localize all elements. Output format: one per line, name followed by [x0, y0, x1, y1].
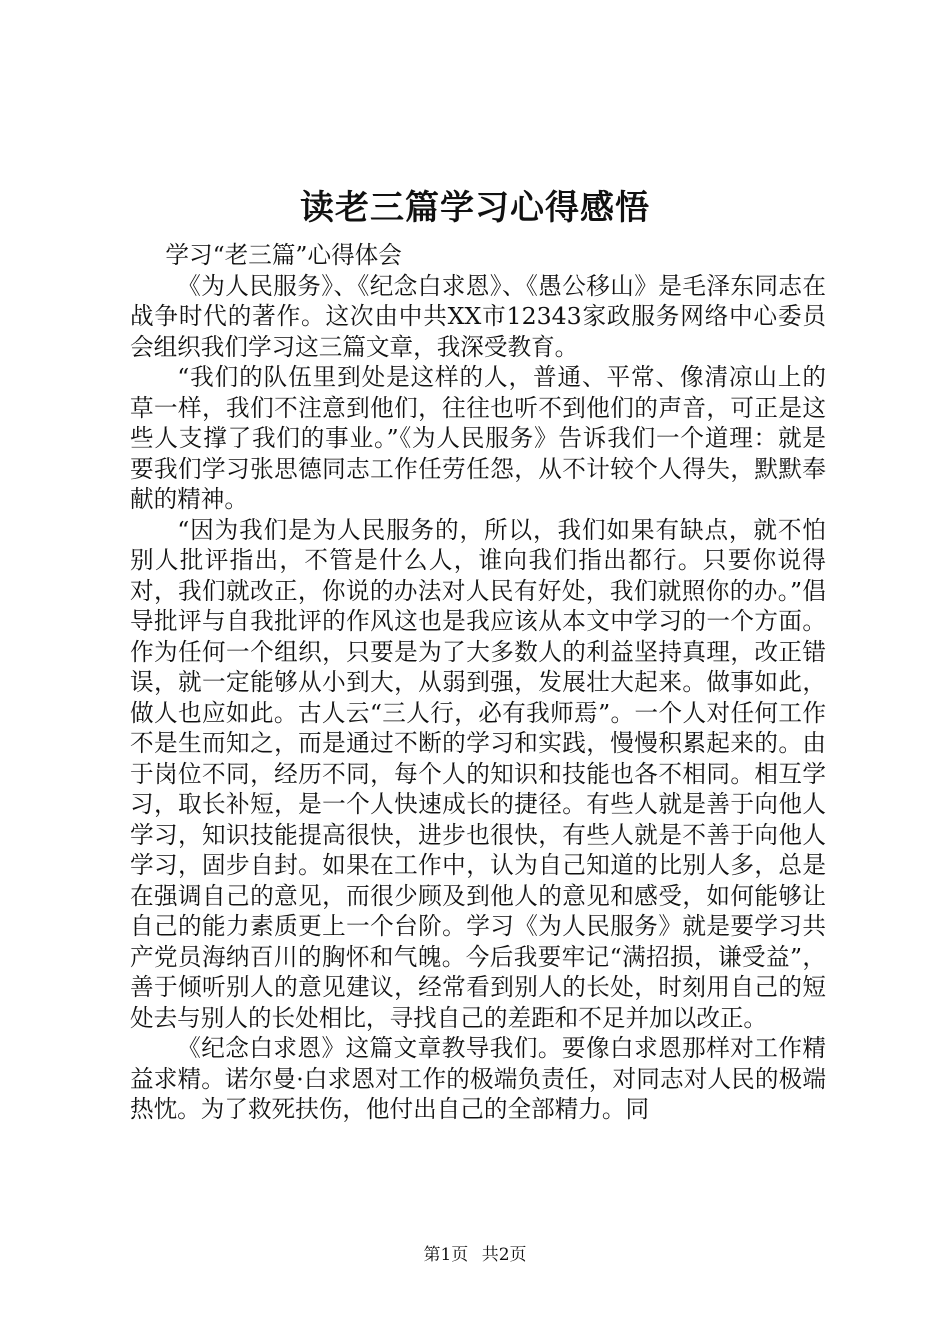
- section-heading: 学习“老三篇”心得体会: [165, 241, 402, 269]
- page-number: 第1页: [423, 1245, 469, 1265]
- paragraph-3: “因为我们是为人民服务的，所以，我们如果有缺点，就不怕别人批评指出，不管是什么人，谁向我们指出都行。只要你说得对，我们就改正，你说的办法对人民有好处，我们就照你的办。”倡导批评与自我批评的作风这也是我应该从本文中学习的一个方面。作为任何一个组织，只要是为了大多数人的利益坚持真理，改正错误，就一定能够从小到大，从弱到强，发展壮大起来。做事如此，做人也应如此。古人云“三人行，必有我师焉”。一个人对任何工作不是生而知之，而是通过不断的学习和实践，慢慢积累起来的。由于岗位不同，经历不同，每个人的知识和技能也各不相同。相互学习，取长补短，是一个人快速成长的捷径。有些人就是善于向他人学习，知识技能提高很快，进步也很快，有些人就是不善于向他人学习，固步自封。如果在工作中，认为自己知道的比别人多，总是在强调自己的意见，而很少顾及到他人的意见和感受，如何能够让自己的能力素质更上一个台阶。学习《为人民服务》就是要学习共产党员海纳百川的胸怀和气魄。今后我要牢记“满招损，谦受益”，善于倾听别人的意见建议，经常看到别人的长处，时刻用自己的短处去与别人的长处相比，寻找自己的差距和不足并加以改正。: [130, 515, 826, 1032]
- page-footer: [0, 1244, 950, 1266]
- document-body: [130, 240, 826, 1125]
- document-title: 读老三篇学习心得感悟: [300, 188, 650, 228]
- paragraph-4: 《纪念白求恩》这篇文章教导我们。要像白求恩那样对工作精益求精。诺尔曼·白求恩对工作的极端负责任，对同志对人民的极端热忱。为了救死扶伤，他付出自己的全部精力。同: [130, 1034, 826, 1123]
- paragraph-2: “我们的队伍里到处是这样的人，普通、平常、像清凉山上的草一样，我们不注意到他们，往往也听不到他们的声音，可正是这些人支撑了我们的事业。”《为人民服务》告诉我们一个道理：就是要我们学习张思德同志工作任劳任怨，从不计较个人得失，默默奉献的精神。: [130, 363, 826, 513]
- page-total: 共2页: [481, 1245, 527, 1265]
- paragraph-1: 《为人民服务》、《纪念白求恩》、《愚公移山》是毛泽东同志在战争时代的著作。这次由中共XX市12343家政服务网络中心委员会组织我们学习这三篇文章，我深受教育。: [130, 271, 826, 361]
